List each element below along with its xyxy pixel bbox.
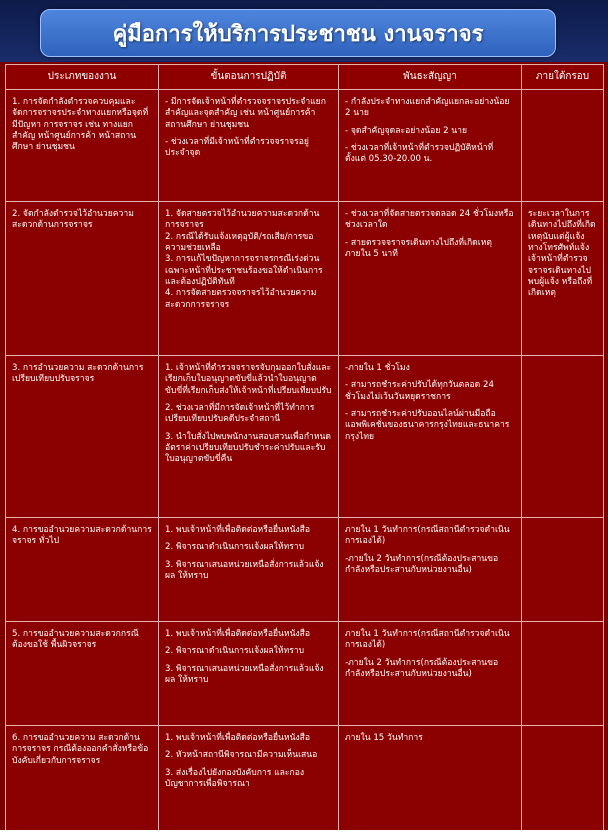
cell-procedure xyxy=(159,726,339,836)
procedure-step: 3. นำใบสั่งไปพบพนักงานสอบสวนเพื่อกำหนดอัตราค่าเปรียบเทียบปรับชำระค่าปรับและรับใบอนุญาตขับขี่คืน xyxy=(165,431,331,465)
procedure-step: 1. พบเจ้าหน้าที่เพื่อติดต่อหรือยื่นหนังสือ xyxy=(165,733,311,743)
commitment-item: ภายใน 1 วันทำการ(กรณีสถานีตำรวจดำเนินการเองได้) xyxy=(345,629,510,651)
header-procedure: ขั้นตอนการปฏิบัติ xyxy=(159,65,339,90)
procedure-step: 3. พิจารณาเสนอหน่วยเหนือสั่งการแล้วแจ้งผล ให้ทราบ xyxy=(165,663,324,686)
page-title-banner xyxy=(40,9,556,57)
commitment-item: - จุดสำคัญจุดละอย่างน้อย 2 นาย xyxy=(345,125,468,136)
commitment-item: - ช่วงเวลาที่เจ้าหน้าที่ตำรวจปฏิบัติหน้าที่ ตั้งแต่ 05.30-20.00 น. xyxy=(345,143,494,165)
cell-work-type: 2. จัดกำลังตำรวจไว้อำนวยความสะดวกด้านการจราจร xyxy=(6,202,159,356)
procedure-step: 2. ช่วงเวลาที่มีการจัดเจ้าหน้าที่ไว้ทำการเปรียบเทียบปรับคดีประจำสถานี xyxy=(165,403,315,425)
commitment-item: - สามารถชำระค่าปรับได้ทุกวันตลอด 24 ชั่วโมงไม่เว้นวันหยุดราชการ xyxy=(345,380,494,402)
procedure-step: 3. พิจารณาเสนอหน่วยเหนือสั่งการแล้วแจ้งผล ให้ทราบ xyxy=(165,559,324,582)
table-header-row xyxy=(6,65,604,90)
cell-commitment xyxy=(339,90,522,202)
procedure-step: - ช่วงเวลาที่มีเจ้าหน้าที่ตำรวจจราจรอยู่ประจำจุด xyxy=(165,137,309,159)
header-commitment: พันธะสัญญา xyxy=(339,65,522,90)
cell-work-type: 3. การอำนวยความ สะดวกด้านการเปรียบเทียบปรับจราจร xyxy=(6,356,159,518)
commitment-item: - สามารถชำระค่าปรับออนไลน์ผ่านมือถือแอพพิเคชั่นของธนาคารกรุงไทยและธนาคารกรุงไทย xyxy=(345,409,510,442)
cell-framework xyxy=(522,726,604,836)
commitment-item: -ภายใน 2 วันทำการ(กรณีต้องประสานขอกำลังหรือประสานกับหน่วยงานอื่น) xyxy=(345,553,499,576)
commitment-item: ภายใน 15 วันทำการ xyxy=(345,733,423,743)
cell-commitment xyxy=(339,518,522,622)
procedure-step: 1. พบเจ้าหน้าที่เพื่อติดต่อหรือยื่นหนังสือ xyxy=(165,525,311,535)
cell-commitment xyxy=(339,356,522,518)
cell-procedure xyxy=(159,518,339,622)
header-framework: ภายใต้กรอบ xyxy=(522,65,604,90)
cell-work-type: 4. การขออำนวยความสะดวกด้านการจราจร ทั่วไป xyxy=(6,518,159,622)
footer-bar xyxy=(0,830,608,836)
procedure-step: 2. หัวหน้าสถานีพิจารณามีความเห็นเสนอ xyxy=(165,750,318,761)
cell-procedure xyxy=(159,90,339,202)
procedure-step: 2. พิจารณาดำเนินการแจ้งผลให้ทราบ xyxy=(165,646,305,657)
table-row xyxy=(6,202,604,356)
cell-commitment xyxy=(339,622,522,726)
procedure-step: 1. เจ้าหน้าที่ตำรวจจราจรจับกุมออกใบสั่งและ เรียกเก็บใบอนุญาตขับขี่แล้วนำใบอนุญาตขับขี่ที่เรียกเก็บส่งให้เจ้าหน้าที่เปรียบเทียบปรับ xyxy=(165,363,332,396)
table-row xyxy=(6,518,604,622)
table-row xyxy=(6,726,604,836)
cell-procedure xyxy=(159,356,339,518)
cell-procedure xyxy=(159,622,339,726)
table-row xyxy=(6,622,604,726)
commitment-item: -ภายใน 2 วันทำการ(กรณีต้องประสานขอกำลังหรือประสานกับหน่วยงานอื่น) xyxy=(345,657,499,680)
table-row xyxy=(6,356,604,518)
cell-procedure xyxy=(159,202,339,356)
cell-commitment xyxy=(339,202,522,356)
cell-framework xyxy=(522,518,604,622)
cell-framework: ระยะเวลาในการเดินทางไปถึงที่เกิดเหตุนับแต่ผู้แจ้งทางโทรศัพท์แจ้งเจ้าหน้าที่ตำรวจจราจรเดินทางไปพบผู้แจ้ง หรือถึงที่เกิดเหตุ xyxy=(522,202,604,356)
procedure-step: 1. จัดสายตรวจไว้อำนวยความสะดวกด้านการจราจร 2. กรณีได้รับแจ้งเหตุอุบัติ/รถเสีย/การขอความช่วยเหลือ 3. การแก้ไขปัญหาการจราจรกรณีเร่งด่วนเฉพาะหน้าที่ประชาชนร้องขอให้ดำเนินการและต้องปฏิบัติทันที 4. การจัดสายตรวจจราจรไว้อำนวยความสะดวกการจราจร xyxy=(165,209,323,310)
procedure-step: 3. ส่งเรื่องไปยังกองบังคับการ และกองบัญชาการเพื่อพิจารณา xyxy=(165,767,305,790)
cell-work-type: 5. การขออำนวยความสะดวกกรณีต้องขอใช้ พื้นผิวจราจร xyxy=(6,622,159,726)
procedure-step: 1. พบเจ้าหน้าที่เพื่อติดต่อหรือยื่นหนังสือ xyxy=(165,629,311,639)
cell-framework xyxy=(522,622,604,726)
commitment-item: - กำลังประจำทางแยกสำคัญแยกละอย่างน้อย 2 นาย xyxy=(345,97,510,119)
service-manual-table xyxy=(5,64,604,836)
procedure-step: 2. พิจารณาดำเนินการแจ้งผลให้ทราบ xyxy=(165,542,305,553)
cell-work-type: 1. การจัดกำลังตำรวจควบคุมและจัดการจราจรประจำทางแยกหรือจุดที่มีปัญหา การจราจร เช่น ทางแยกสำคัญ หน้าศูนย์การค้า หน้าสถานศึกษา ย่านชุมชน xyxy=(6,90,159,202)
table-row xyxy=(6,90,604,202)
commitment-item: ภายใน 1 วันทำการ(กรณีสถานีตำรวจดำเนินการเองได้) xyxy=(345,525,510,547)
header-work-type: ประเภทของงาน xyxy=(6,65,159,90)
page-title: คู่มือการให้บริการประชาชน งานจราจร xyxy=(112,21,484,47)
cell-framework xyxy=(522,90,604,202)
commitment-item: - สายตรวจจราจรเดินทางไปถึงที่เกิดเหตุภายใน 5 นาที xyxy=(345,237,492,260)
commitment-item: - ช่วงเวลาที่จัดสายตรวจตลอด 24 ชั่วโมงหรือช่วงเวลาใด xyxy=(345,209,514,231)
cell-framework xyxy=(522,356,604,518)
procedure-step: - มีการจัดเจ้าหน้าที่ตำรวจจราจรประจำแยกสำคัญและจุดสำคัญ เช่น หน้าศูนย์การค้า สถานศึกษา ย่านชุมชน xyxy=(165,97,326,130)
cell-work-type: 6. การขออำนวยความ สะดวกด้านการจราจร กรณีต้องออกคำสั่งหรือข้อบังคับเกี่ยวกับการจราจร xyxy=(6,726,159,836)
commitment-item: -ภายใน 1 ชั่วโมง xyxy=(345,363,410,373)
cell-commitment xyxy=(339,726,522,836)
